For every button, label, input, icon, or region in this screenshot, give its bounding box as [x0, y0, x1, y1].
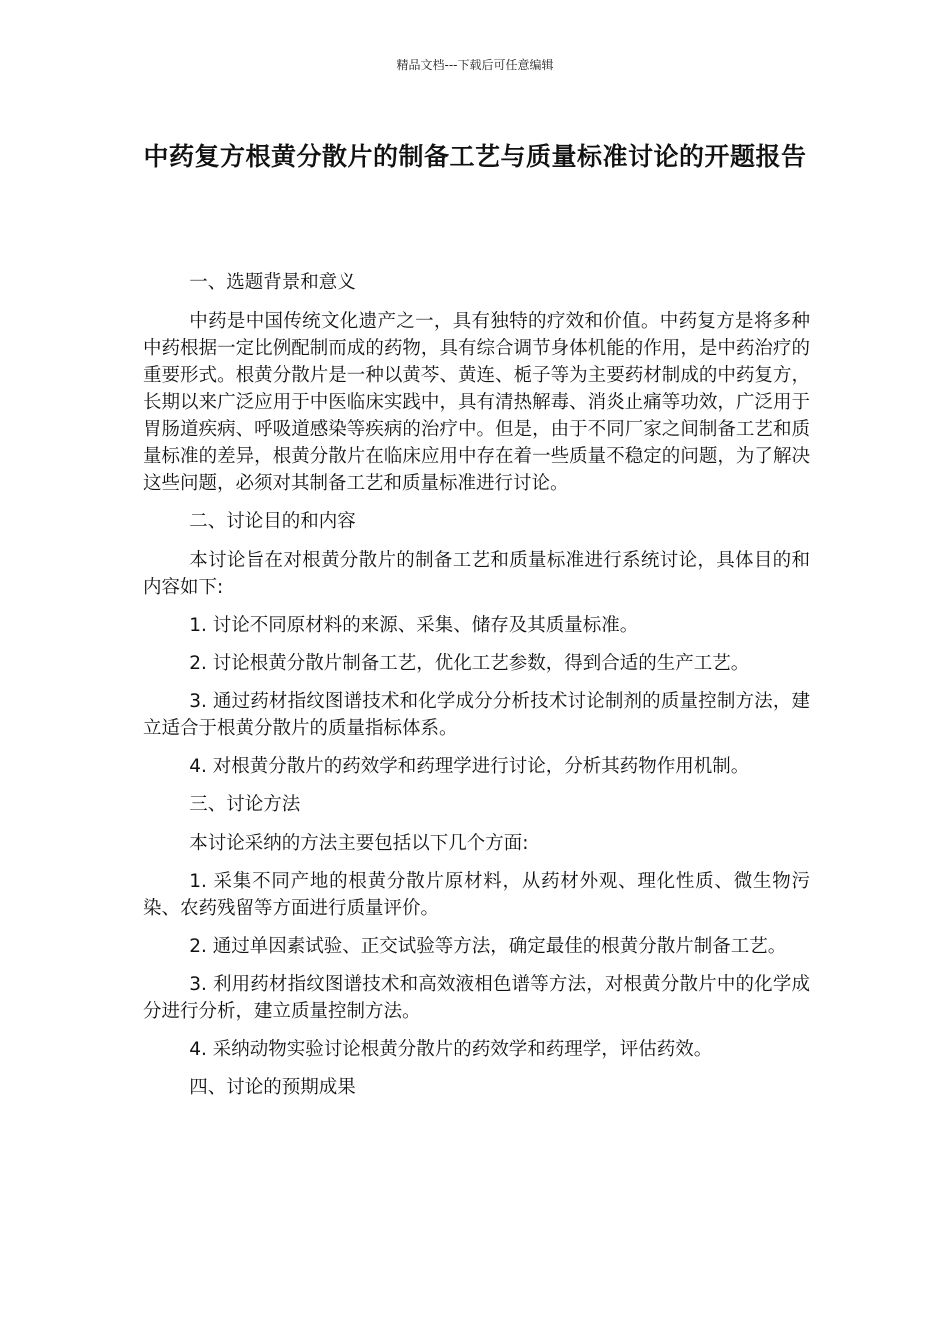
document-body — [143, 269, 810, 1113]
paragraph: 本讨论采纳的方法主要包括以下几个方面: — [189, 833, 529, 854]
section-heading: 一、选题背景和意义 — [189, 272, 356, 293]
paragraph: 中药是中国传统文化遗产之一，具有独特的疗效和价值。中药复方是将多种中药根据一定比例配制而成的药物，具有综合调节身体机能的作用，是中药治疗的重要形式。根黄分散片是一种以黄芩、黄连、栀子等为主要药材制成的中药复方，长期以来广泛应用于中医临床实践中，具有清热解毒、消炎止痛等功效，广泛用于胃肠道疾病、呼吸道感染等疾病的治疗中。但是，由于不同厂家之间制备工艺和质量标准的差异，根黄分散片在临床应用中存在着一些质量不稳定的问题，为了解决这些问题，必须对其制备工艺和质量标准进行讨论。 — [143, 311, 810, 494]
list-item: 1. 讨论不同原材料的来源、采集、储存及其质量标准。 — [189, 615, 639, 636]
list-item: 3. 利用药材指纹图谱技术和高效液相色谱等方法，对根黄分散片中的化学成分进行分析，建立质量控制方法。 — [143, 974, 810, 1022]
header-note: 精品文档---下载后可任意编辑 — [396, 58, 554, 72]
list-item: 1. 采集不同产地的根黄分散片原材料，从药材外观、理化性质、微生物污染、农药残留等方面进行质量评价。 — [143, 871, 810, 919]
list-item: 2. 通过单因素试验、正交试验等方法，确定最佳的根黄分散片制备工艺。 — [189, 936, 787, 957]
list-item: 3. 通过药材指纹图谱技术和化学成分分析技术讨论制剂的质量控制方法，建立适合于根黄分散片的质量指标体系。 — [143, 691, 810, 739]
document-title: 中药复方根黄分散片的制备工艺与质量标准讨论的开题报告 — [143, 142, 807, 171]
list-item: 4. 采纳动物实验讨论根黄分散片的药效学和药理学，评估药效。 — [189, 1039, 713, 1060]
section-heading: 三、讨论方法 — [189, 794, 301, 815]
section-heading: 四、讨论的预期成果 — [189, 1077, 356, 1098]
list-item: 4. 对根黄分散片的药效学和药理学进行讨论，分析其药物作用机制。 — [189, 756, 750, 777]
section-heading: 二、讨论目的和内容 — [189, 511, 356, 532]
paragraph: 本讨论旨在对根黄分散片的制备工艺和质量标准进行系统讨论，具体目的和内容如下: — [143, 550, 810, 598]
list-item: 2. 讨论根黄分散片制备工艺，优化工艺参数，得到合适的生产工艺。 — [189, 653, 750, 674]
